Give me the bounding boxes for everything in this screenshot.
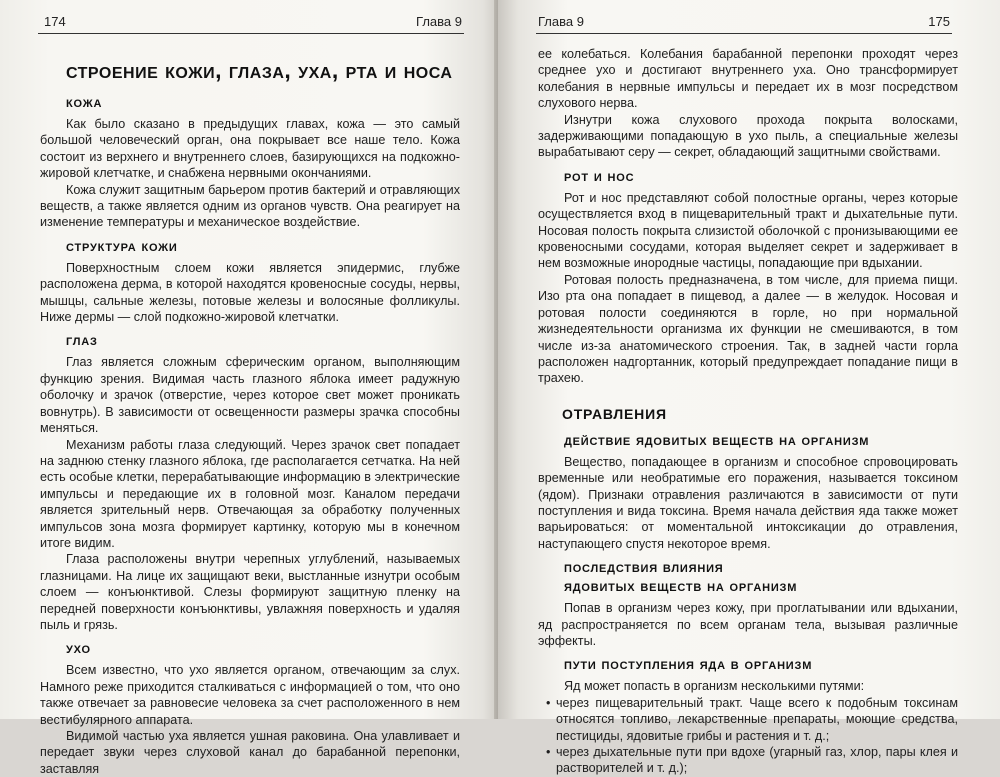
- page-number: 175: [928, 14, 950, 29]
- paragraph: Кожа служит защитным барьером против бактерий и отравляющих веществ, а также является одним из органов чувств. Она реагирует на изменение температуры и механическое воздействие.: [40, 182, 460, 230]
- section-heading-mouth-nose: рот и нос: [564, 167, 635, 185]
- paragraph: Вещество, попадающее в организм и способное спровоцировать временные или необратимые его поражения, называется токсином (ядом). Признаки отравления различаются в зависимости от пути поступления и вида токсина. Время начала действия яда также может варьироваться: от моментальной интоксикации до отравления, наступающего спустя некоторое время.: [538, 454, 958, 551]
- right-page: [498, 0, 1000, 776]
- bullet-icon: •: [546, 695, 551, 710]
- section-heading-skin-structure: структура кожи: [66, 237, 178, 255]
- paragraph: Видимой частью уха является ушная раковина. Она улавливает и передает звуки через слуховой канал до барабанной перепонки, заставляя: [40, 729, 460, 776]
- paragraph: Как было сказано в предыдущих главах, кожа — это самый большой человеческий орган, она покрывает все наше тело. Кожа состоит из верхнего и внутреннего слоев, базирующихся на подкожно-жировой клетчатке, и снабжена нервными окончаниями.: [40, 117, 460, 181]
- section-heading-poisoning: отравления: [562, 401, 667, 424]
- page-title: строение кожи, глаза, уха, рта и носа: [66, 57, 453, 83]
- right-page-content: [538, 46, 958, 777]
- bullet-icon: •: [546, 745, 551, 759]
- section-heading-toxin-effects: [564, 558, 958, 596]
- paragraph: Попав в организм через кожу, при проглатывании или вдыхании, яд распространяется по всем органам тела, вызывая различные эффекты.: [538, 601, 958, 648]
- paragraph: Поверхностным слоем кожи является эпидермис, глубже расположена дерма, в которой находятся кровеносные сосуды, нервы, мышцы, сальные железы, потовые железы и волосяные фолликулы. Ниже дермы — слой подкожно-жировой клетчатки.: [40, 260, 460, 325]
- bullet-list: [538, 695, 958, 777]
- left-page-content: [40, 46, 460, 777]
- left-page: [0, 0, 498, 776]
- section-heading-toxin-routes: пути поступления яда в организм: [564, 656, 813, 674]
- heading-line: последствия влияния: [564, 559, 724, 577]
- header-rule: [38, 33, 464, 34]
- list-item-text: через пищеварительный тракт. Чаще всего к подобным токсинам относятся топливо, лекарственные препараты, моющие средства, пестициды, ядовитые грибы и растения и т. д.;: [556, 695, 958, 743]
- paragraph: Яд может попасть в организм несколькими путями:: [564, 679, 865, 694]
- paragraph: Рот и нос представляют собой полостные органы, через которые осуществляется вход в пищеварительный тракт и дыхательные пути. Носовая полость покрыта слизистой оболочкой с пронизывающими ее кровеносными сосудами, которая выделяет секрет и задерживает в нем возможные инородные частицы, попадающие при вдыхании.: [538, 190, 958, 271]
- heading-line: ядовитых веществ на организм: [564, 578, 798, 596]
- page-number: 174: [44, 14, 66, 29]
- header-rule: [536, 33, 952, 34]
- paragraph: Всем известно, что ухо является органом, отвечающим за слух. Намного реже приходится сталкиваться с информацией о том, что оно также отвечает за равновесие человека за счет расположенного в нем вестибулярного аппарата.: [40, 663, 460, 727]
- paragraph: Глаза расположены внутри черепных углублений, называемых глазницами. На лице их защищают веки, выстланные изнутри особым слоем — конъюнктивой. Слезы формируют защитную пленку на передней поверхности конъюнктивы, увлажняя поверхность и удаляя пыль и грязь.: [40, 552, 460, 632]
- paragraph: ее колебаться. Колебания барабанной перепонки проходят через среднее ухо и достигают внутреннего уха. Оно трансформирует колебания в нервные импульсы и передает их в мозг посредством слухового нерва.: [538, 47, 958, 111]
- list-item-text: через дыхательные пути при вдохе (угарный газ, хлор, пары клея и растворителей и т. д.);: [556, 745, 958, 776]
- section-heading-eye: глаз: [66, 332, 98, 350]
- section-heading-skin: кожа: [66, 94, 103, 111]
- running-header-chapter: Глава 9: [416, 14, 462, 29]
- list-item: [538, 695, 958, 744]
- paragraph: Изнутри кожа слухового прохода покрыта волосками, задерживающими попадающую в ухо пыль, а специальные железы вырабатывают серу — секрет, обладающий защитными свойствами.: [538, 112, 958, 160]
- paragraph: Ротовая полость предназначена, в том числе, для приема пищи. Изо рта она попадает в пищевод, а далее — в желудок. Носовая и ротовая полости соединяются в горле, но при нормальной жизнедеятельности организма их функции не смешиваются, в том числе из-за анатомического строения. Так, в задней части горла расположен надгортанник, который предупреждает попадание пищи в трахею.: [538, 272, 958, 386]
- paragraph: Глаз является сложным сферическим органом, выполняющим функцию зрения. Видимая часть глазного яблока имеет радужную оболочку и зрачок (отверстие, через которое свет может проникать вовнутрь). В зависимости от освещенности размеры зрачка способны меняться.: [40, 355, 460, 436]
- section-heading-ear: ухо: [66, 640, 91, 658]
- running-header-chapter: Глава 9: [538, 14, 584, 29]
- section-heading-toxin-action: действие ядовитых веществ на организм: [564, 431, 870, 449]
- paragraph: Механизм работы глаза следующий. Через зрачок свет попадает на заднюю стенку глазного яблока, где располагается сетчатка. На ней есть особые клетки, перерабатывающие информацию в электрические импульсы и передающие их в головной мозг. Каналом передачи является зрительный нерв. Отвечающая за обработку полученных импульсов зона мозга формирует картинку, которую мы в конечном итоге видим.: [40, 437, 460, 550]
- list-item: [538, 744, 958, 777]
